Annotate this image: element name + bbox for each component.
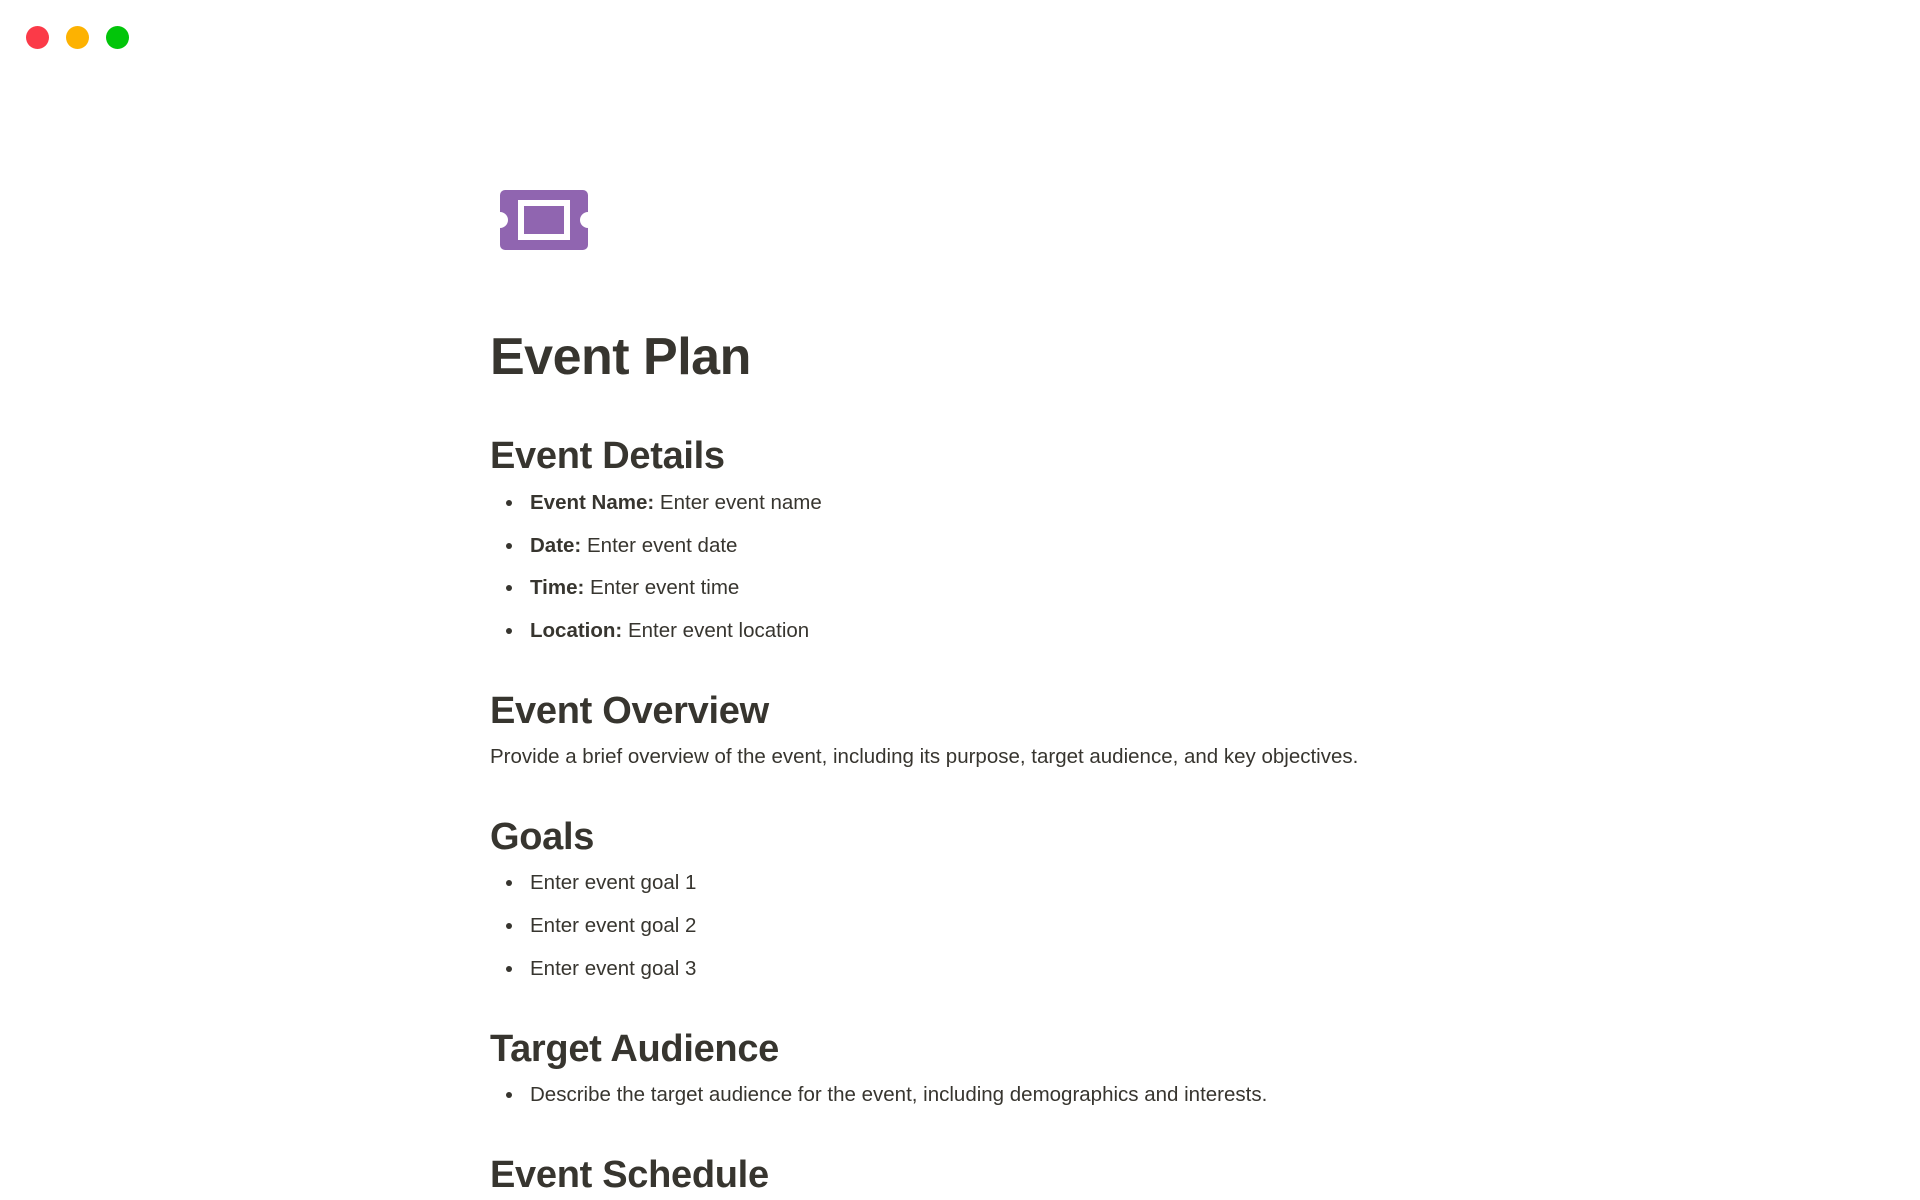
item-body <box>530 616 809 647</box>
ticket-icon[interactable] <box>500 190 588 250</box>
goals-list <box>490 862 1430 990</box>
event-details-list <box>490 482 1430 653</box>
heading-target-audience[interactable]: Target Audience <box>490 1027 779 1070</box>
item-text: Enter event goal 2 <box>530 914 697 938</box>
item-body <box>530 488 822 519</box>
item-text: Enter event location <box>627 619 810 643</box>
overview-text[interactable]: Provide a brief overview of the event, including its purpose, target audience, and key objectives. <box>490 745 1359 769</box>
item-text: Enter event goal 3 <box>530 956 697 980</box>
list-item[interactable] <box>490 905 1430 948</box>
item-label: Time: <box>530 576 585 600</box>
item-body <box>530 531 737 562</box>
item-body <box>530 573 739 604</box>
bullet-icon <box>506 923 512 929</box>
bullet-icon <box>506 966 512 972</box>
item-text: Enter event date <box>587 533 738 557</box>
target-audience-list <box>490 1074 1430 1117</box>
window-controls <box>26 26 129 49</box>
bullet-icon <box>506 880 512 886</box>
page-title[interactable]: Event Plan <box>490 328 751 386</box>
item-label: Location: <box>530 619 623 643</box>
heading-event-schedule[interactable]: Event Schedule <box>490 1153 769 1196</box>
list-item[interactable] <box>490 567 1430 610</box>
close-button[interactable] <box>26 26 49 49</box>
section-event-overview <box>490 687 1430 779</box>
bullet-icon <box>506 1092 512 1098</box>
item-text: Enter event goal 1 <box>530 871 697 895</box>
section-event-details <box>490 432 1430 652</box>
document <box>490 190 1430 1200</box>
list-item[interactable] <box>490 1074 1430 1117</box>
heading-event-overview[interactable]: Event Overview <box>490 689 769 732</box>
item-text: Describe the target audience for the event, including demographics and interests. <box>530 1082 1268 1106</box>
item-label: Date: <box>530 533 582 557</box>
list-item[interactable] <box>490 948 1430 991</box>
item-text: Enter event name <box>659 490 822 514</box>
section-target-audience <box>490 1025 1430 1117</box>
minimize-button[interactable] <box>66 26 89 49</box>
item-label: Event Name: <box>530 490 655 514</box>
bullet-icon <box>506 628 512 634</box>
zoom-button[interactable] <box>106 26 129 49</box>
bullet-icon <box>506 500 512 506</box>
heading-goals[interactable]: Goals <box>490 815 595 858</box>
bullet-icon <box>506 585 512 591</box>
item-text: Enter event time <box>590 576 740 600</box>
list-item[interactable] <box>490 610 1430 653</box>
bullet-icon <box>506 543 512 549</box>
list-item[interactable] <box>490 525 1430 568</box>
section-event-schedule <box>490 1151 1430 1200</box>
heading-event-details[interactable]: Event Details <box>490 435 725 478</box>
section-goals <box>490 813 1430 991</box>
list-item[interactable] <box>490 482 1430 525</box>
list-item[interactable] <box>490 862 1430 905</box>
